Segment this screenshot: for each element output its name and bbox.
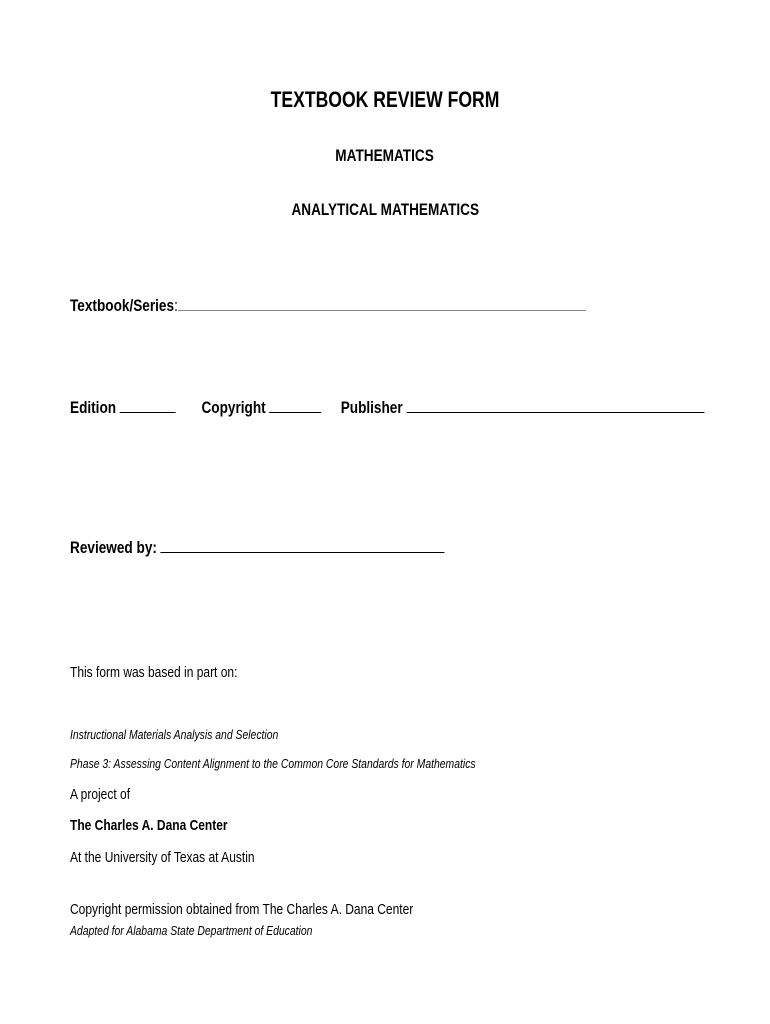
edition-row: [70, 398, 770, 418]
course-heading-text: ANALYTICAL MATHEMATICS: [291, 200, 479, 219]
subject-heading-text: MATHEMATICS: [335, 146, 435, 165]
reviewed-by-label: Reviewed by:: [70, 538, 157, 557]
based-on-text: [70, 664, 279, 681]
edition-row-inner: [70, 398, 704, 418]
textbook-series-line[interactable]: [178, 296, 586, 311]
textbook-series-label: Textbook/Series: [70, 296, 175, 315]
source-title: [70, 727, 330, 742]
permission-text-inner: Copyright permission obtained from The Charles A. Dana Center: [70, 901, 414, 918]
adapted-text: [70, 923, 373, 938]
form-title-text: TEXTBOOK REVIEW FORM: [270, 87, 500, 112]
textbook-series-colon: :: [174, 296, 178, 315]
textbook-series-field: [70, 296, 586, 316]
university-text: [70, 849, 301, 866]
edition-label: Edition: [70, 398, 117, 417]
project-of-text: [70, 786, 145, 803]
reviewed-by-line[interactable]: [161, 538, 445, 553]
subject-heading: [0, 146, 770, 166]
based-on-text-inner: This form was based in part on:: [70, 664, 238, 681]
copyright-line[interactable]: [269, 398, 321, 413]
textbook-series-row: [70, 296, 715, 316]
reviewed-by-inner: [70, 538, 445, 558]
university-text-inner: At the University of Texas at Austin: [70, 849, 255, 866]
project-of-inner: A project of: [70, 786, 131, 803]
source-title-inner: Instructional Materials Analysis and Selection: [70, 727, 279, 742]
source-phase: [70, 756, 577, 771]
organization-name-inner: The Charles A. Dana Center: [70, 817, 228, 834]
course-heading: [0, 200, 770, 220]
form-title: [0, 87, 770, 113]
edition-line[interactable]: [120, 398, 176, 413]
publisher-label: Publisher: [340, 398, 403, 417]
reviewed-by-row: [70, 538, 538, 558]
copyright-label: Copyright: [201, 398, 266, 417]
adapted-text-inner: Adapted for Alabama State Department of Education: [70, 923, 313, 938]
permission-text: [70, 901, 499, 918]
source-phase-inner: Phase 3: Assessing Content Alignment to the Common Core Standards for Mathematics: [70, 756, 476, 771]
organization-name: [70, 817, 267, 834]
publisher-line[interactable]: [406, 398, 704, 413]
